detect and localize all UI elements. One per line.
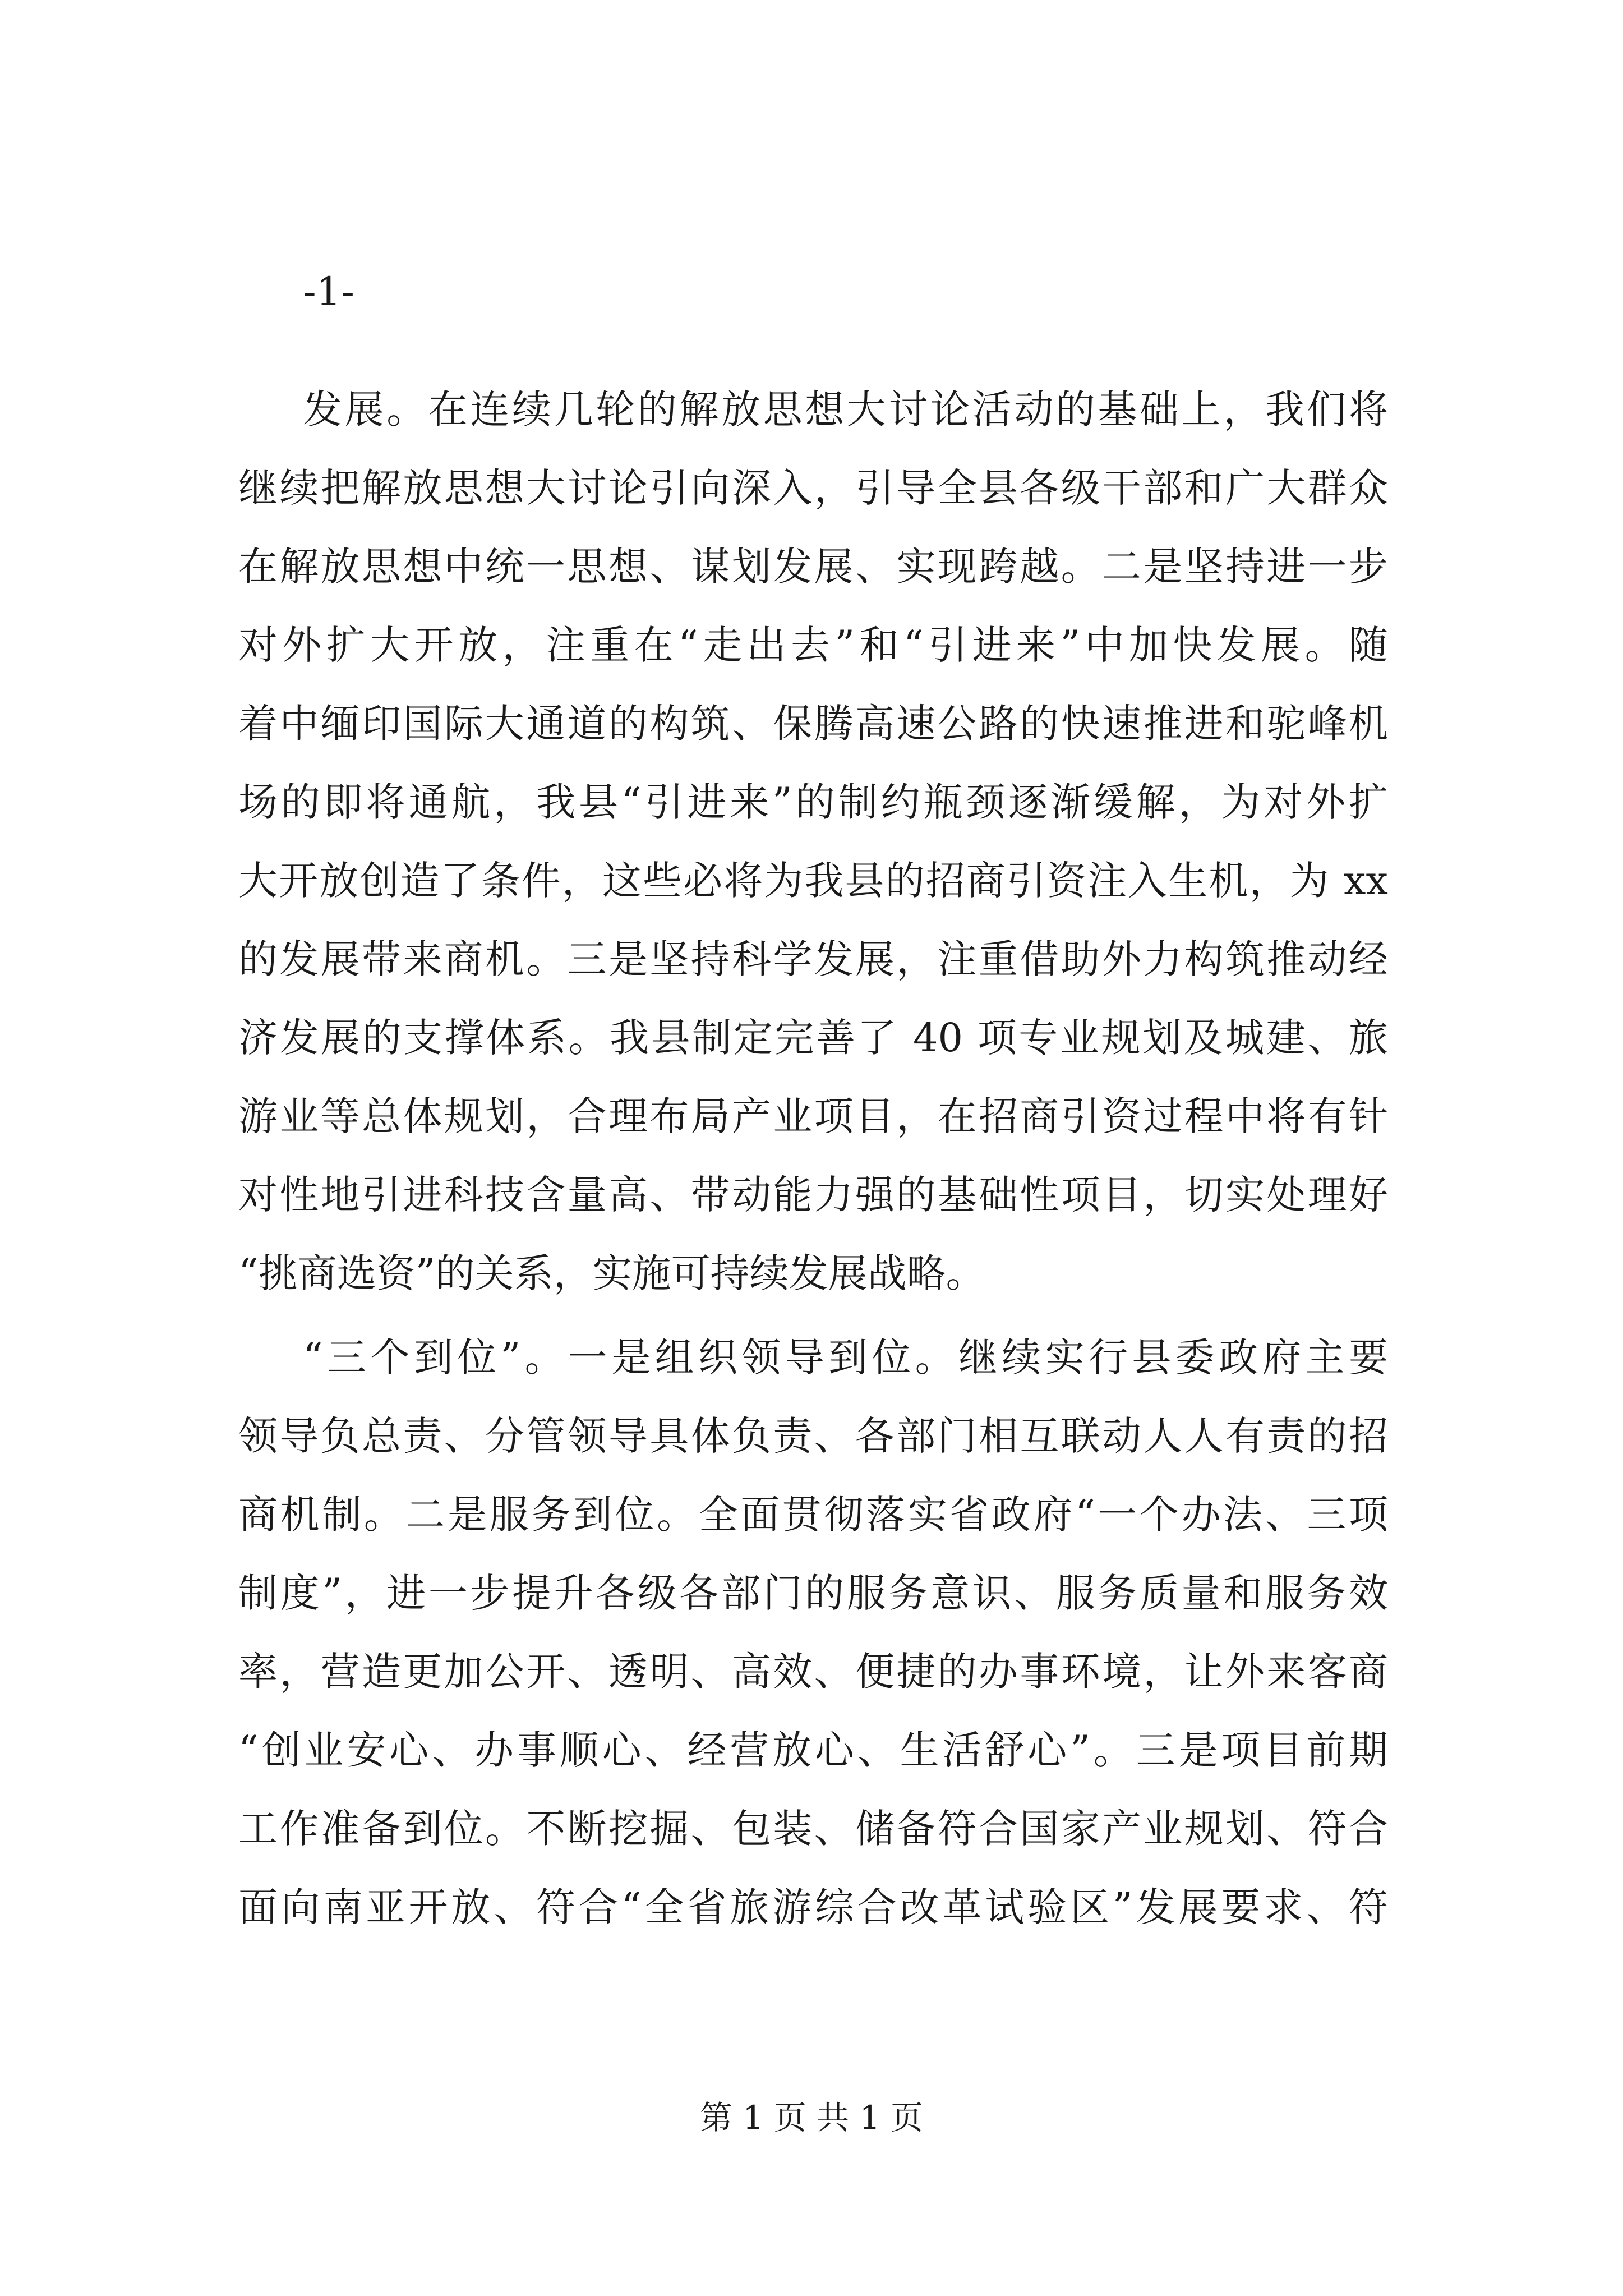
page-marker: -1- — [303, 269, 354, 315]
text-line: 发展。在连续几轮的解放思想大讨论活动的基础上，我们将 — [303, 386, 1388, 432]
text-line: 大开放创造了条件，这些必将为我县的招商引资注入生机，为 xx — [238, 858, 1388, 904]
text-line: “创业安心、办事顺心、经营放心、生活舒心”。三是项目前期 — [238, 1727, 1388, 1773]
text-line: “三个到位”。一是组织领导到位。继续实行县委政府主要 — [303, 1335, 1388, 1381]
text-line: “挑商选资”的关系，实施可持续发展战略。 — [238, 1250, 985, 1296]
text-line: 对性地引进科技含量高、带动能力强的基础性项目，切实处理好 — [238, 1172, 1388, 1218]
text-line: 在解放思想中统一思想、谋划发展、实现跨越。二是坚持进一步 — [238, 544, 1388, 590]
text-line: 的发展带来商机。三是坚持科学发展，注重借助外力构筑推动经 — [238, 936, 1388, 982]
text-line: 商机制。二是服务到位。全面贯彻落实省政府“一个办法、三项 — [238, 1492, 1388, 1538]
text-line: 制度”，进一步提升各级各部门的服务意识、服务质量和服务效 — [238, 1570, 1388, 1616]
text-line: 率，营造更加公开、透明、高效、便捷的办事环境，让外来客商 — [238, 1649, 1388, 1695]
text-line: 着中缅印国际大通道的构筑、保腾高速公路的快速推进和驼峰机 — [238, 701, 1388, 747]
text-line: 游业等总体规划，合理布局产业项目，在招商引资过程中将有针 — [238, 1093, 1388, 1139]
text-line: 济发展的支撑体系。我县制定完善了 40 项专业规划及城建、旅 — [238, 1015, 1388, 1061]
text-line: 工作准备到位。不断挖掘、包装、储备符合国家产业规划、符合 — [238, 1806, 1388, 1852]
text-line: 领导负总责、分管领导具体负责、各部门相互联动人人有责的招 — [238, 1413, 1388, 1459]
text-line: 对外扩大开放，注重在“走出去”和“引进来”中加快发展。随 — [238, 622, 1388, 668]
text-line: 场的即将通航，我县“引进来”的制约瓶颈逐渐缓解，为对外扩 — [238, 779, 1388, 825]
text-line: 面向南亚开放、符合“全省旅游综合改革试验区”发展要求、符 — [238, 1884, 1388, 1930]
page-footer: 第 1 页 共 1 页 — [700, 2099, 923, 2137]
text-line: 继续把解放思想大讨论引向深入，引导全县各级干部和广大群众 — [238, 465, 1388, 511]
